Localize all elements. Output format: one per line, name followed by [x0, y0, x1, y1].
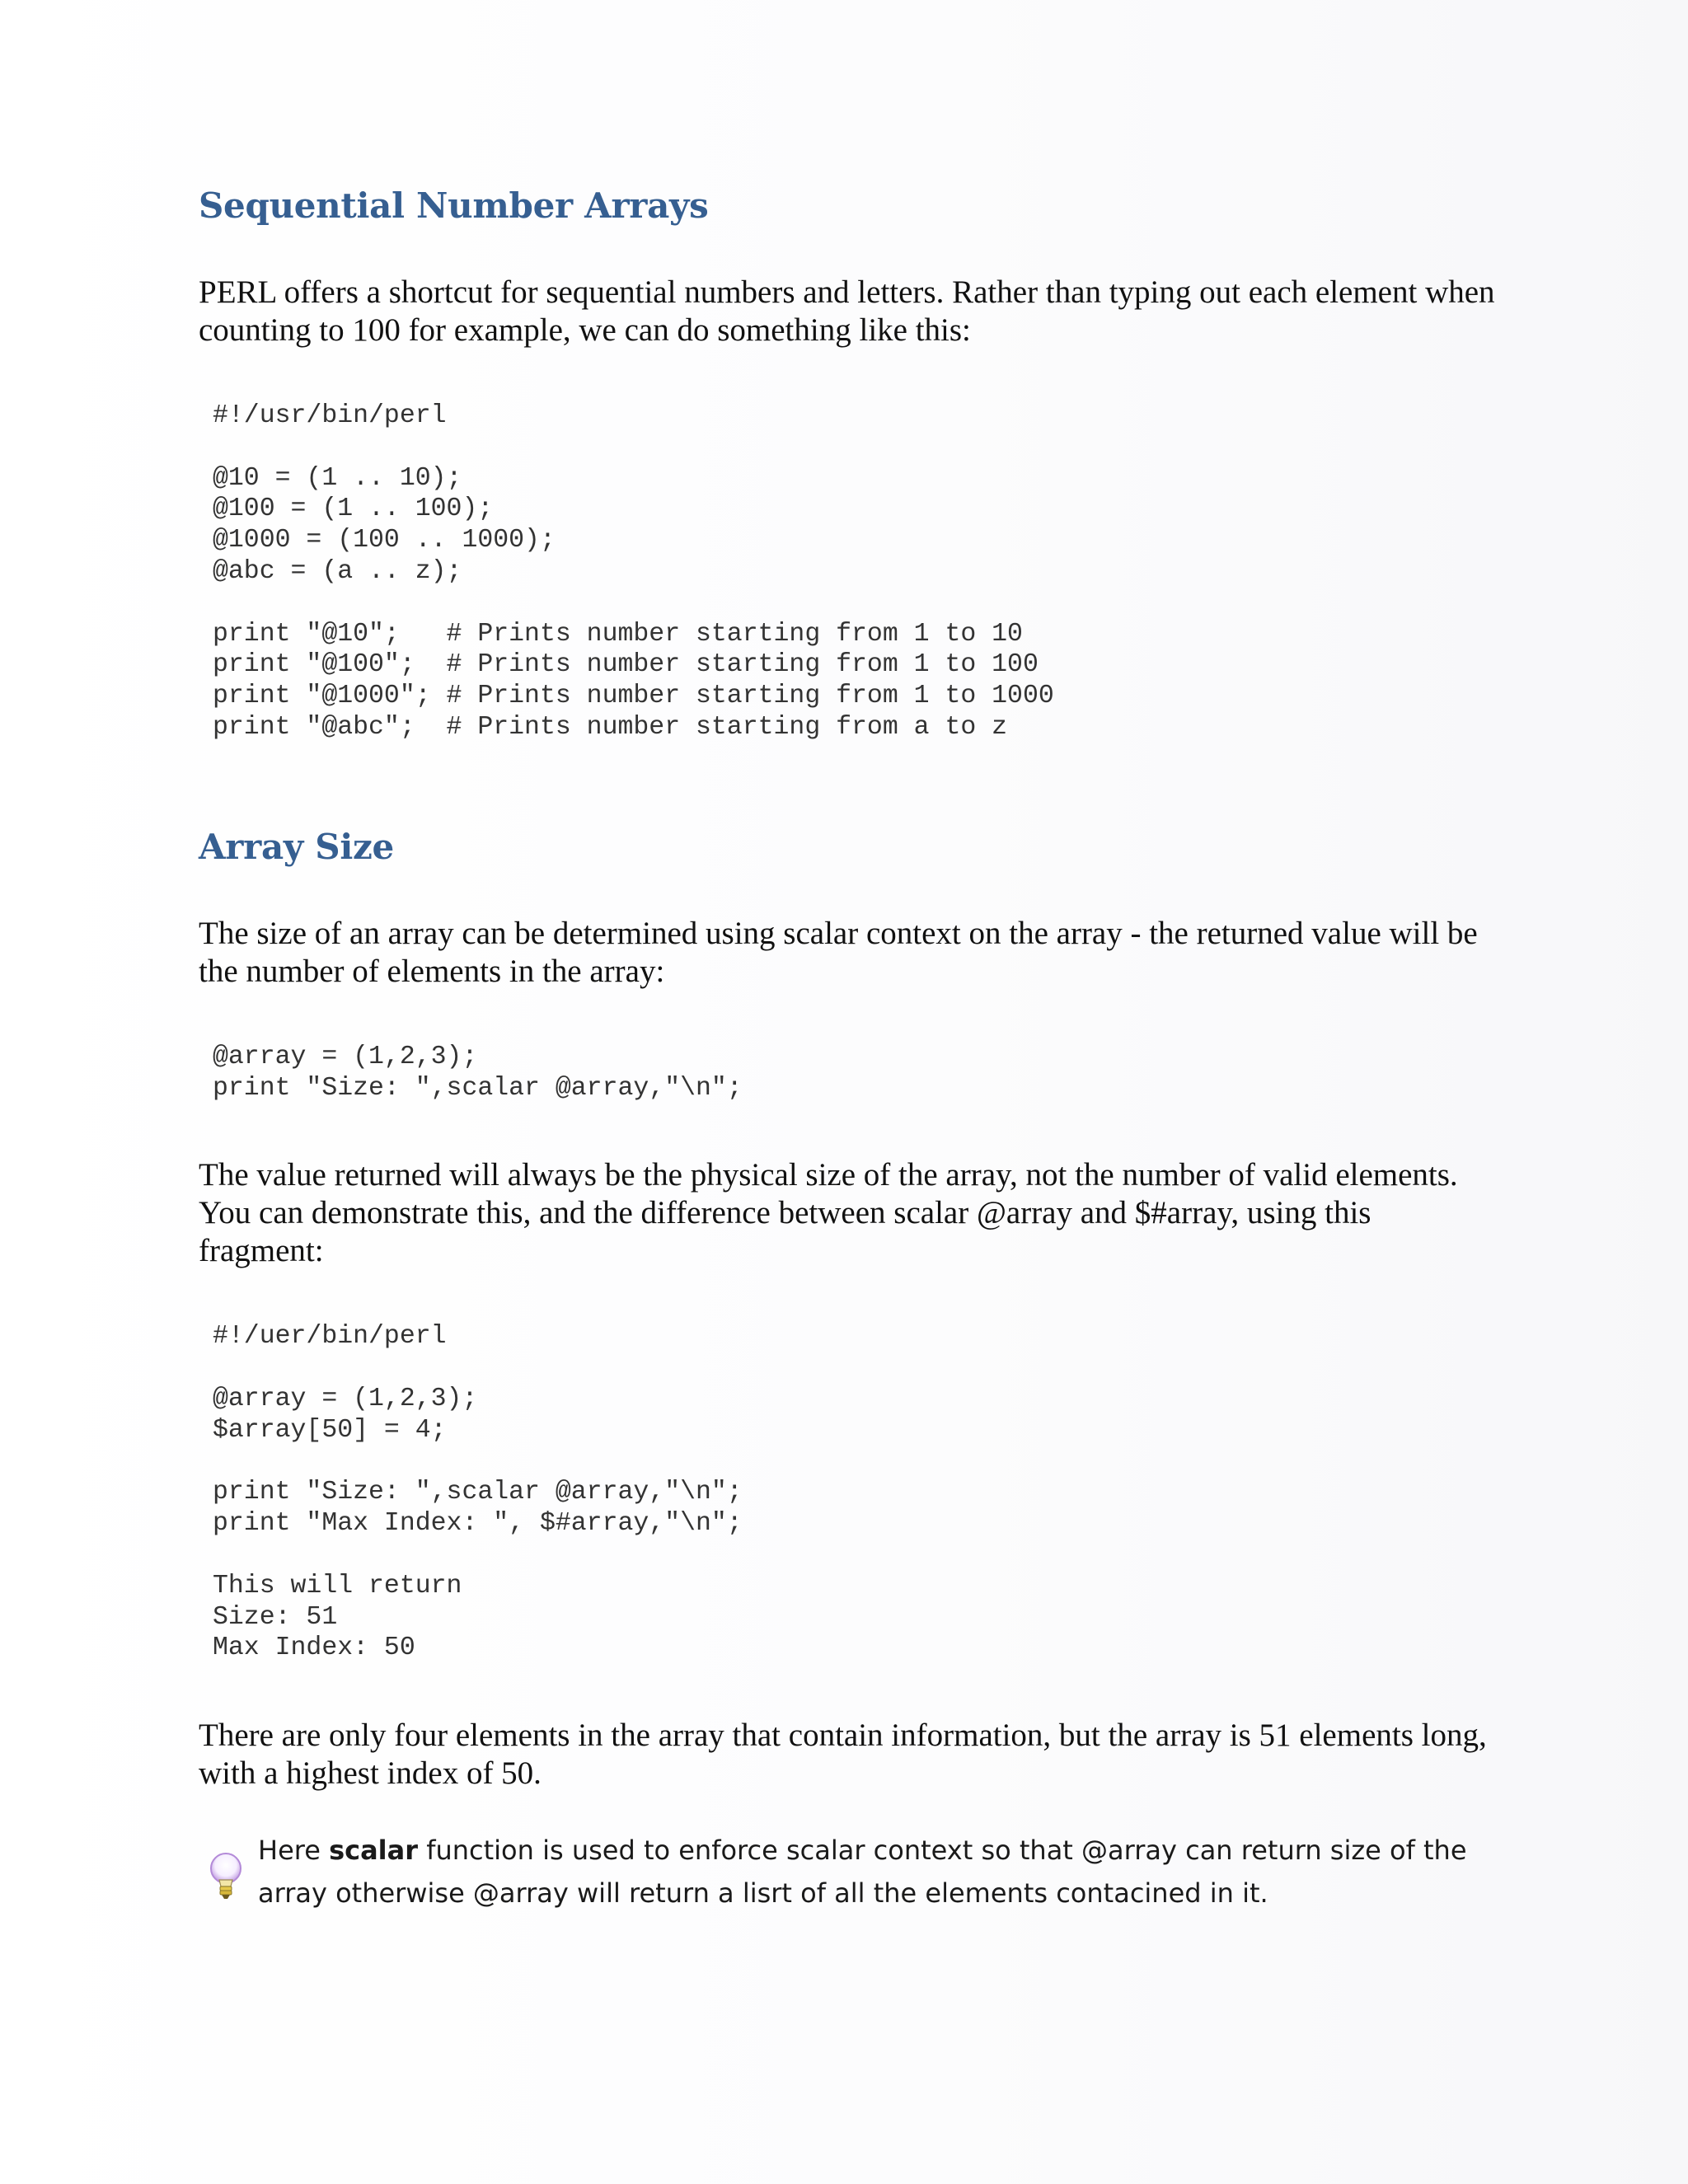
tip-text: [258, 1829, 1501, 1915]
tip-body: function is used to enforce scalar context so that @array can return size of the array otherwise @array will return a lisrt of all the elements contacined in it.: [258, 1835, 1467, 1910]
tip-note: [199, 1829, 1501, 1915]
page-content: [199, 181, 1501, 1915]
section-heading-sequential-arrays: Sequential Number Arrays: [199, 185, 709, 226]
tip-prefix: Here: [258, 1835, 330, 1867]
paragraph-physical-size: The value returned will always be the physical size of the array, not the number of valid elements. You can demonstrate this, and the difference between scalar @array and $#array, using this fragment:: [199, 1157, 1458, 1269]
paragraph-sequential-intro: PERL offers a shortcut for sequential numbers and letters. Rather than typing out each element when counting to 100 for example, we can do something like this:: [199, 274, 1495, 348]
code-block-max-index: #!/uer/bin/perl @array = (1,2,3); $array[50] = 4; print "Size: ",scalar @array,"\n"; print "Max Index: ", $#array,"\n"; This will return Size: 51 Max Index: 50: [213, 1322, 743, 1663]
section-heading-array-size: Array Size: [199, 826, 394, 867]
paragraph-four-elements: There are only four elements in the array that contain information, but the array is 51 elements long, with a highest index of 50.: [199, 1718, 1487, 1792]
code-block-scalar-size: @array = (1,2,3); print "Size: ",scalar @array,"\n";: [213, 1042, 743, 1103]
lightbulb-icon: [207, 1850, 245, 1901]
tip-keyword: scalar: [329, 1835, 419, 1867]
code-block-sequential: #!/usr/bin/perl @10 = (1 .. 10); @100 = (1 .. 100); @1000 = (100 .. 1000); @abc = (a .. z); print "@10"; # Prints number starting from 1 to 10 print "@100"; # Prints number starting from 1 to 100 print "@1000"; # Prints number starting from 1 to 1000 print "@abc"; # Prints number starting from a to z: [213, 401, 1054, 742]
paragraph-array-size-intro: The size of an array can be determined using scalar context on the array - the returned value will be the number of elements in the array:: [199, 915, 1478, 989]
